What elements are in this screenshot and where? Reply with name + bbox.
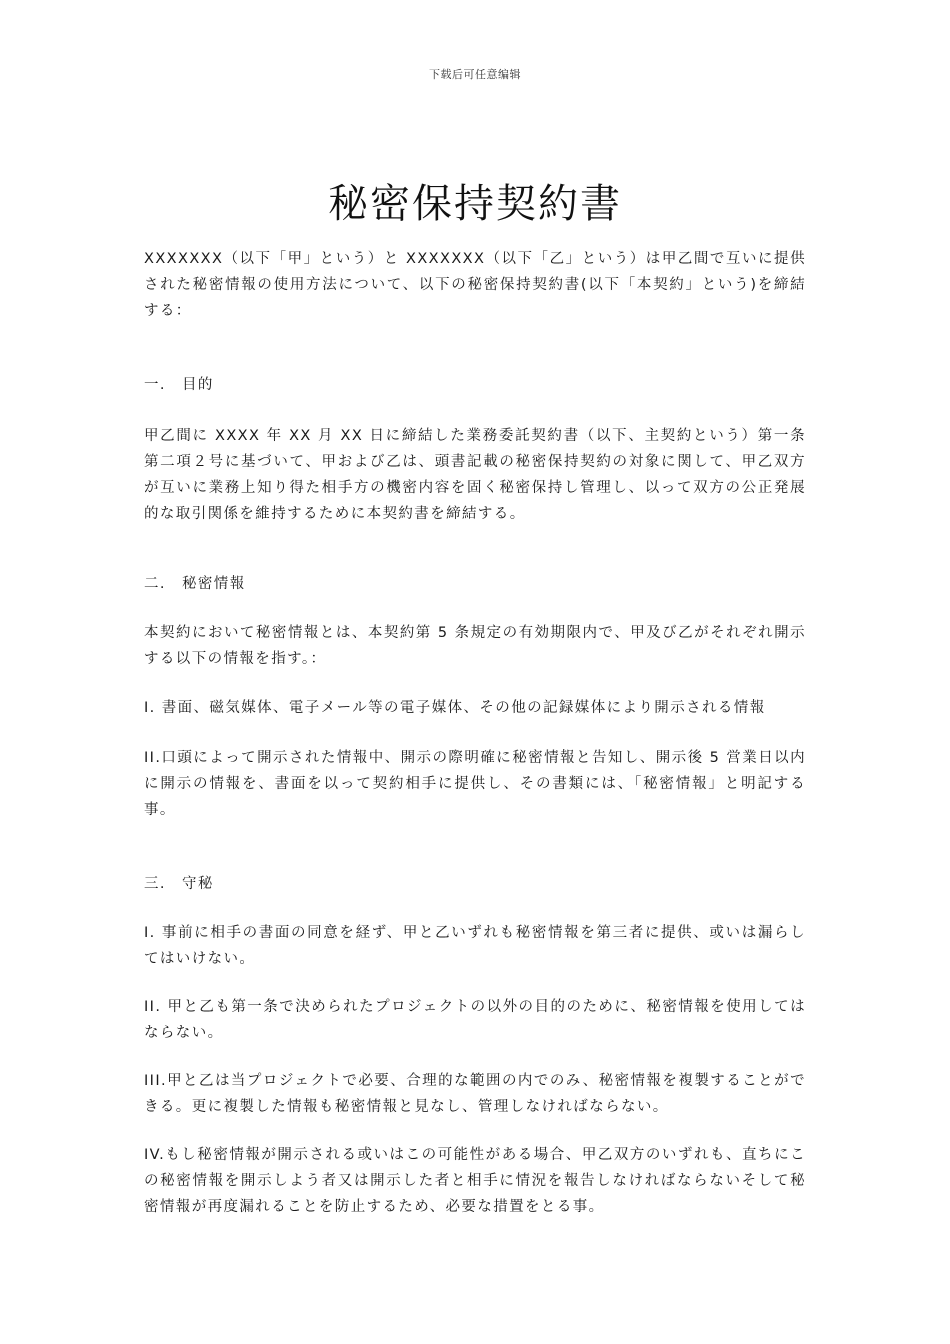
section-number: 三. <box>144 876 166 892</box>
section-heading-purpose <box>144 372 214 398</box>
section-paragraph: 本契約において秘密情報とは、本契約第 5 条規定の有効期限内で、甲及び乙がそれぞれ開示する以下の情報を指す。： <box>144 625 806 667</box>
section-number: 一. <box>144 377 166 393</box>
section-paragraph: III.甲と乙は当プロジェクトで必要、合理的な範囲の内でのみ、秘密情報を複製することができる。更に複製した情報も秘密情報と見なし、管理しなければならない。 <box>144 1073 806 1115</box>
section-paragraph: I. 書面、磁気媒体、電子メール等の電子媒体、その他の記録媒体により開示される情報 <box>144 700 766 716</box>
section-title: 守秘 <box>182 876 214 892</box>
section-paragraph: II. 甲と乙も第一条で決められたプロジェクトの以外の目的のために、秘密情報を使用してはならない。 <box>144 999 806 1041</box>
section-heading-confidential-info <box>144 571 246 597</box>
section-paragraph: 甲乙間に XXXX 年 XX 月 XX 日に締結した業務委託契約書（以下、主契約という）第一条第二項２号に基づいて、甲および乙は、頭書記載の秘密保持契約の対象に関して、甲乙双方が互いに業務上知り得た相手方の機密内容を固く秘密保持し管理し、以って双方の公正発展的な取引関係を維持するために本契約書を締結する。 <box>144 428 806 522</box>
section-number: 二. <box>144 576 166 592</box>
section-paragraph: I. 事前に相手の書面の同意を経ず、甲と乙いずれも秘密情報を第三者に提供、或いは漏らしてはいけない。 <box>144 925 806 967</box>
section-heading-confidentiality <box>144 871 214 897</box>
section-paragraph: IV.もし秘密情報が開示される或いはこの可能性がある場合、甲乙双方のいずれも、直ちにこの秘密情報を開示しよう者又は開示した者と相手に情況を報告しなければならないそして秘密情報が再度漏れることを防止するため、必要な措置をとる事。 <box>144 1147 806 1215</box>
document-title: 秘密保持契約書 <box>328 181 622 227</box>
section-paragraph: II.口頭によって開示された情報中、開示の際明確に秘密情報と告知し、開示後 5 営業日以内に開示の情報を、書面を以って契約相手に提供し、その書類には、「秘密情報」と明記する事。 <box>144 750 806 818</box>
header-note: 下载后可任意编辑 <box>429 68 521 81</box>
section-title: 秘密情報 <box>182 576 246 592</box>
section-title: 目的 <box>182 377 214 393</box>
intro-paragraph: XXXXXXX（以下「甲」という）と XXXXXXX（以下「乙」という）は甲乙間で互いに提供された秘密情報の使用方法について、以下の秘密保持契約書(以下「本契約」という)を締結する： <box>144 251 806 319</box>
